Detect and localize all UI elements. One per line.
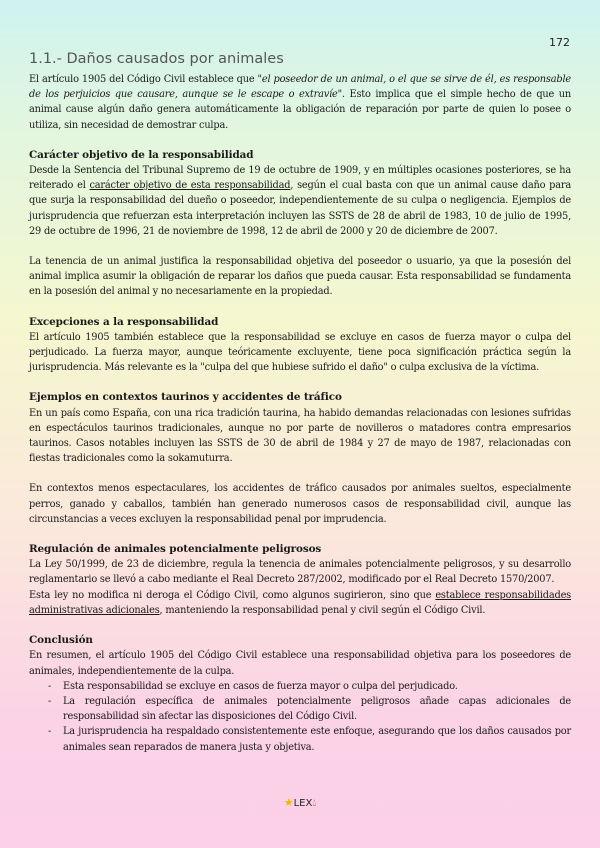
heading-dangerous-animals: Regulación de animales potencialmente peligrosos [29, 543, 322, 556]
list-item: - La jurisprudencia ha respaldado consistentemente este enfoque, asegurando que los daños causados por animales sean reparados de manera justa y objetiva. [29, 724, 571, 754]
intro-paragraph [29, 72, 571, 133]
examples-paragraph-2: En contextos menos espectaculares, los accidentes de tráfico causados por animales sueltos, especialmente perros, ganado y caballos, también han generado numerosos casos de responsabilidad civil, aunque las circunstancias a veces excluyen la responsabilidad penal por imprudencia. [29, 483, 571, 525]
list-item: - La regulación específica de animales potencialmente peligrosos añade capas adicionales de responsabilidad sin afectar las disposiciones del Código Civil. [29, 694, 571, 724]
dangerous-text-end: , manteniendo la responsabilidad penal y civil según el Código Civil. [159, 604, 486, 616]
objective-paragraph-2: La tenencia de un animal justifica la responsabilidad objetiva del poseedor o usuario, ya que la posesión del animal implica asumir la obligación de reparar los daños que pueda causar. Esta responsabilidad se fundamenta en la posesión del animal y no necesariamente en la propiedad. [29, 256, 571, 298]
intro-text-end: ". Esto implica que el simple hecho de que un animal cause algún daño genera automáticamente la obligación de reparación por parte de quien lo posee o utiliza, sin necesidad de demostrar culpa. [29, 89, 571, 131]
conclusion-list [29, 679, 571, 755]
heading-objective: Carácter objetivo de la responsabilidad [29, 148, 254, 161]
examples-paragraph-1: En un país como España, con una rica tradición taurina, ha habido demandas relacionadas con lesiones sufridas en espectáculos taurinos tradicionales, aunque no por parte de novilleros o matadores contra empresarios taurinos. Casos notables incluyen las SSTS de 30 de abril de 1984 y 27 de mayo de 1987, relacionadas con fiestas tradicionales como la sokamuturra. [29, 407, 571, 465]
logo-text: LEX [293, 798, 313, 809]
heading-examples: Ejemplos en contextos taurinos y accidentes de tráfico [29, 391, 342, 404]
list-item: - Esta responsabilidad se excluye en casos de fuerza mayor o culpa del perjudicado. [29, 679, 571, 694]
objective-paragraph-1 [29, 163, 571, 239]
drop-icon: 💧︎ [312, 798, 317, 809]
intro-text-start: El artículo 1905 del Código Civil establece que " [29, 74, 262, 85]
objective-text-end: , según el cual basta con que un animal cause daño para que surja la responsabilidad del dueño o poseedor, independientemente de su culpa o negligencia. Ejemplos de jurisprudencia que refuerzan esta interpretación incluyen las SSTS de 28 de abril de 1983, 10 de julio de 1995, 29 de octubre de 1996, 21 de noviembre de 1998, 12 de abril de 2000 y 20 de diciembre de 2007. [29, 180, 572, 237]
document-body [29, 72, 571, 755]
star-icon: ★ [283, 796, 294, 809]
conclusion-paragraph: En resumen, el artículo 1905 del Código Civil establece una responsabilidad objetiva para los poseedores de animales, independientemente de la culpa. [29, 650, 571, 677]
dangerous-paragraph-1: La Ley 50/1999, de 23 de diciembre, regula la tenencia de animales potencialmente peligrosos, y su desarrollo reglamentario se llevó a cabo mediante el Real Decreto 287/2002, modificado por el Real Decreto 1570/2007. [29, 559, 571, 586]
page-number: 172 [549, 36, 570, 49]
heading-exceptions: Excepciones a la responsabilidad [29, 315, 219, 328]
exceptions-paragraph: El artículo 1905 también establece que la responsabilidad se excluye en casos de fuerza mayor o culpa del perjudicado. La fuerza mayor, aunque teóricamente excluyente, tiene poca significación práctica según la jurisprudencia. Más relevante es la "culpa del que hubiese sufrido el daño" o culpa exclusiva de la víctima. [29, 331, 571, 374]
page-title: 1.1.- Daños causados por animales [29, 51, 284, 67]
objective-text-start: Desde la Sentencia del Tribunal Supremo de 19 de octubre de 1909, y en múltiples ocasiones posteriores, se ha reiterado el [29, 165, 571, 192]
dangerous-underlined-phrase: establece responsabilidades administrativas adicionales [29, 589, 571, 616]
objective-underlined-phrase: carácter objetivo de esta responsabilidad [89, 180, 291, 192]
footer-logo [0, 796, 600, 809]
dangerous-text-start: Esta ley no modifica ni deroga el Código Civil, como algunos sugirieron, sino que [29, 589, 436, 601]
dangerous-paragraph-2 [29, 588, 571, 618]
intro-quote: el poseedor de un animal, o el que se sirve de él, es responsable de los perjuicios que causare, aunque se le escape o extravíe [29, 74, 571, 101]
heading-conclusion: Conclusión [29, 634, 93, 647]
